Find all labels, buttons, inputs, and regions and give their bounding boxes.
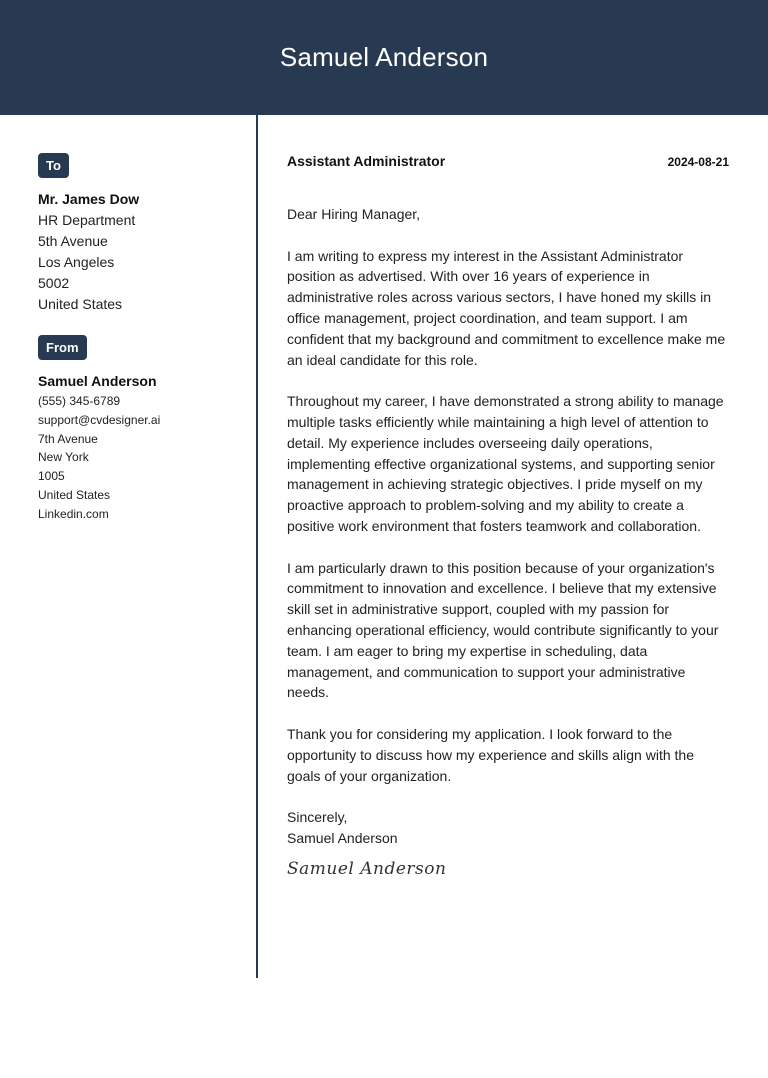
recipient-postal-code: 5002 (38, 275, 70, 291)
sender-name: Samuel Anderson (38, 373, 157, 389)
letter-meta (287, 153, 729, 173)
recipient-street: 5th Avenue (38, 233, 108, 249)
closing-name: Samuel Anderson (287, 829, 398, 846)
sidebar (38, 153, 238, 524)
closing: Sincerely, (287, 809, 348, 826)
recipient-block (38, 189, 238, 315)
sender-country: United States (38, 487, 111, 502)
from-badge: From (38, 335, 87, 360)
recipient-name: Mr. James Dow (38, 191, 140, 207)
job-title: Assistant Administrator (287, 153, 446, 169)
sender-block (38, 371, 238, 524)
paragraph: I am writing to express my interest in the Assistant Administrator position as advertised. With over 16 years of experience in administrative roles across various sectors, I have honed my skills in office management, project coordination, and team support. I am confident that my background and commitment to excellence make me an ideal candidate for this role. (287, 247, 726, 368)
column-divider (256, 115, 258, 978)
sender-phone: (555) 345-6789 (38, 394, 121, 408)
paragraph: I am particularly drawn to this position because of your organization's commitment to innovation and excellence. I believe that my extensive skill set in administrative support, coupled with my passion for enhancing operational efficiency, would contribute significantly to your team. I am eager to bring my expertise in scheduling, data management, and communication to support your administrative needs. (287, 559, 719, 701)
to-badge: To (38, 153, 69, 178)
sender-postal-code: 1005 (38, 469, 65, 484)
letter-body (287, 153, 729, 880)
letter-date: 2024-08-21 (667, 155, 729, 169)
signature: Samuel Anderson (287, 858, 447, 879)
recipient-country: United States (38, 296, 123, 312)
sender-street: 7th Avenue (38, 431, 98, 446)
salutation: Dear Hiring Manager, (287, 206, 421, 222)
page-header (0, 0, 768, 115)
recipient-city: Los Angeles (38, 254, 115, 270)
letter-text (287, 204, 729, 880)
sender-linkedin: Linkedin.com (38, 506, 109, 521)
paragraph: Throughout my career, I have demonstrated a strong ability to manage multiple tasks efficiently while maintaining a high level of attention to detail. My experience includes overseeing daily operations, implementing effective organizational systems, and supporting senior management in achieving strategic objectives. I pride myself on my proactive approach to problem-solving and my ability to create a positive work environment that fosters teamwork and collaboration. (287, 393, 724, 534)
applicant-name-title: Samuel Anderson (279, 42, 489, 72)
sender-city: New York (38, 450, 89, 465)
recipient-department: HR Department (38, 212, 136, 228)
sender-email: support@cvdesigner.ai (38, 412, 161, 427)
paragraph: Thank you for considering my application. I look forward to the opportunity to discuss how my experience and skills align with the goals of your organization. (287, 725, 694, 784)
